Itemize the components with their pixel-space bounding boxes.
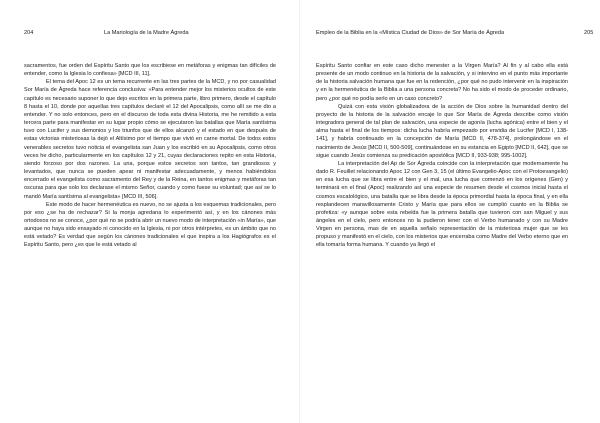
- right-page: [300, 0, 600, 423]
- paragraph: El tema del Apoc 12 es un tema recurrente en las tres partes de la MCD, y no por casualidad Sor María de Ágreda hace referencia conclusiva: «Para entender mejor los misterios ocultos de este capítulo es necesario suponer lo que dejo escritos en la primera parte, libro primero, desde el capítulo 8 hasta el 10, donde por aquellas tres capítulos declaré el 12 del Apocalipsis, como allí se me dio a entender. Y no solo entonces, pero en el discurso de toda esta divina Historia, me he remitido a esta tercera parte para manifestar en su lugar propio cómo se ejecutaron las batallas que María santísima tuvo con Lucifer y sus demonios y los triunfos que de ellos alcanzó y el estado en que después de estas victorias misteriosas la dejó el Altísimo por el tiempo que vivió en carne mortal. De todos estos venerables secretos tuvo noticia el evangelista san Juan y los escribió en su Apocalipsis, como otros veces he dicho, particularmente en los capítulos 12 y 21, cuyas declaraciones repito en esta Historia, siendo forzoso por dos razones. La una, porque estos secretos son tantos, tan grandiosos y levantados, que nunca se pueden apear ni manifestar adecuadamente, y menos habiéndolos encerrado el evangelista como sacramento del Rey y de la Reina, en tantos enigmas y metáforas tan oscuras para que solo los declarase el mismo Señor, cuando y como fuese su voluntad; que así se lo mandó María santísima al evangelista» [MCD III, 506].: [24, 79, 276, 200]
- paragraph: La interpretación del Ap de Sor Ágreda coincide con la interpretación que modernamente ha dado R. Feuillet relacionando Apoc 12 con Gen 3, 15 (el último Evangelio-Apoc con el Protoevangelio) en esa lucha que se libra entre el bien y el mal, una lucha que comenzó en los orígenes (Gen) y terminará en el final (Apoc) realizando así una especie de resumen desde el cosmos inicial hasta el cosmos escatológico, una batalla que se libra desde la época primordial hasta la época final, y en ella resplandecen maravillosamente Cristo y María que para ellos se cumplió cuanto en la Biblia se profetiza: «y aunque sobre esta rebelda fue la primera batalla que tuvieron con san Miguel y sus ángeles en el cielo, pero entonces no la pudieron tener con el Verbo humanado y con su Madre Virgen en persona, mas de en aquella señalo representación de la misteriosa mujer que se les propuso y manifestó en el cielo, con los misterios que encerraba como Madre del Verbo eterno que en ella tomaría forma humana. Y cuando ya llegó el: [316, 160, 568, 249]
- running-head: La Mariología de la Madre Ágreda: [104, 30, 189, 36]
- paragraph: Este modo de hacer hermenéutica es nuevo, no se ajusta a los esquemas tradicionales, pero por eso ¿se ha de rechazar? Si la monja agredana lo experimentó así, y en los cánones más ortodoxos no se conoce, ¿por qué no se podría abrir un nuevo modo de interpretación «in María», que aunque no haya sido ensayado ni conocido en la Iglesia, ni por otros intérpretes, es un ámbito que no está vetado? Es verdad que según los cánones tradicionales el que inspira a los Hagiógrafos es el Espíritu Santo, pero ¿es que le está vetado al: [24, 201, 276, 249]
- page-number: 204: [24, 30, 34, 36]
- body-text: [316, 62, 568, 250]
- paragraph: Espíritu Santo confiar en este caso dicho menester a la Virgen María? Al fin y al cabo ella está presente de un modo continuo en la historia de la salvación, y si intervino en el punto más importante de la historia salvación humana que fue en la redención, ¿por qué no pudo intervenir en la inspiración y en la hermenéutica de la Biblia a una persona concreta? No ha sido el modo de proceder ordinario, pero ¿por qué no podía serlo en un caso concreto?: [316, 63, 568, 102]
- paragraph: Quizá con esta visión globalizadora de la acción de Dios sobre la humanidad dentro del proyecto de la historia de la salvación encaje lo que Sor María de Ágreda describe como visión integradora general de tal plan de salvación, una especie de agonía (lucha agónica) entre el bien y el alma hasta el final de los tiempos: dicha lucha habría empezado por envidia de Lucifer [MCD I, 138-141], y habría continuado en la concepción de María [MCD II, 478-374], prolongándose en el nacimiento de Jesús [MCD II, 500-509], continuándose en su estancia en Egipto [MCD II, 642], que se sigue cuando Jesús comienza su predicación apostólica [MCD II, 933-938; 995-1002].: [316, 103, 568, 159]
- paragraph: sacramentos, fue orden del Espíritu Santo que los escribiese en metáforas y enigmas tan difíciles de entender, como la Iglesia lo confiesa» [MCD III, 11].: [24, 63, 276, 78]
- body-text: [24, 62, 276, 250]
- running-head: Empleo de la Biblia en la «Mística Ciudad de Dios» de Sor María de Ágreda: [316, 30, 505, 36]
- page-number: 205: [584, 30, 594, 36]
